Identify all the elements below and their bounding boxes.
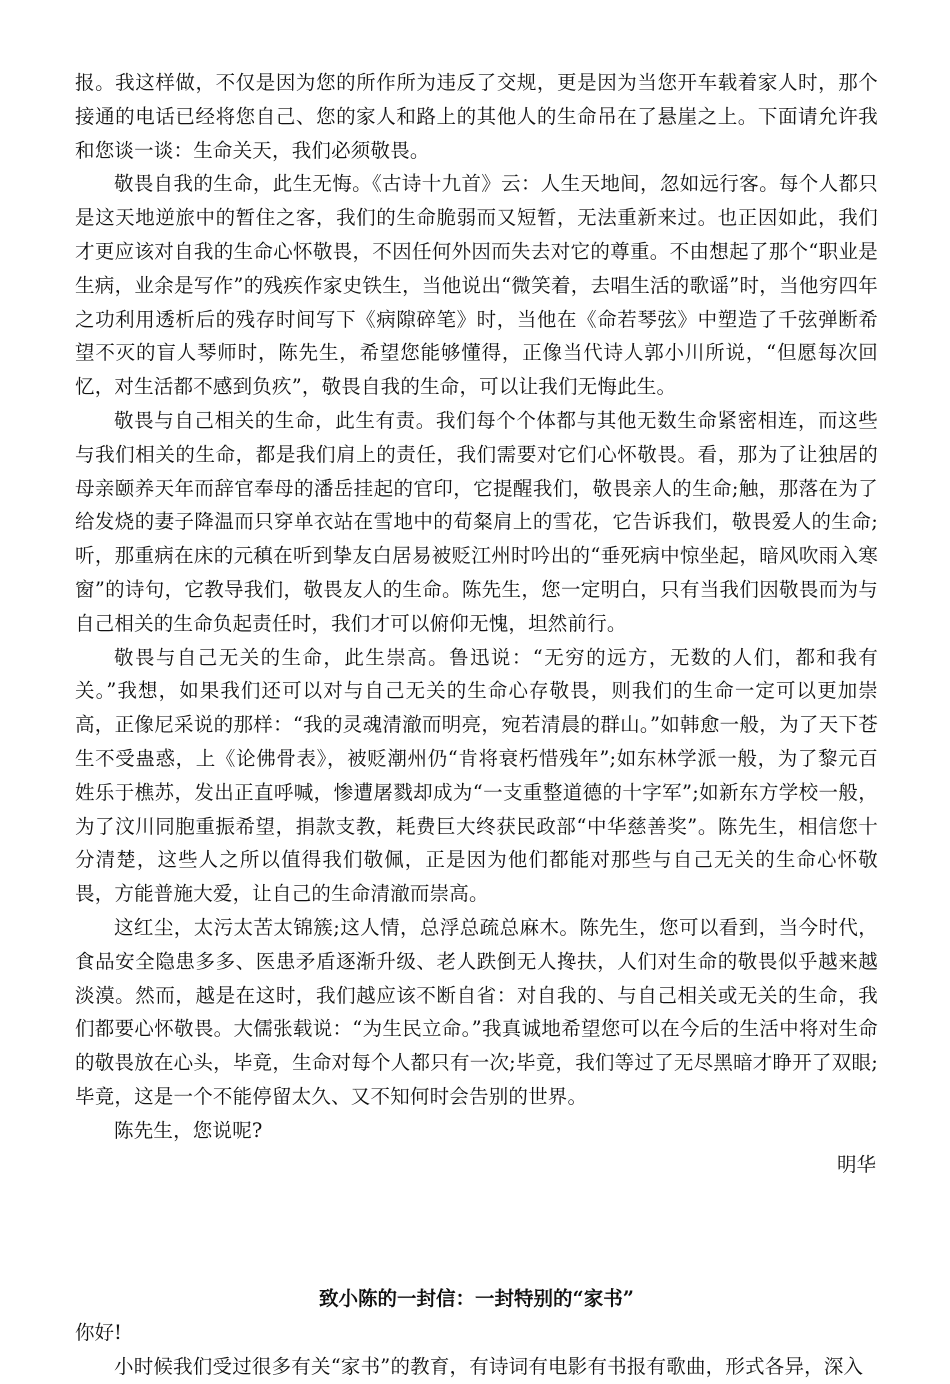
paragraph-related-life: 敬畏与自己相关的生命，此生有责。我们每个个体都与其他无数生命紧密相连，而这些与我们相关的生命，都是我们肩上的责任，我们需要对它们心怀敬畏。看，那为了让独居的母亲颐养天年而辞官奉母的潘岳挂起的官印，它提醒我们，敬畏亲人的生命;触，那落在为了给发烧的妻子降温而只穿单衣站在雪地中的荀粲肩上的雪花，它告诉我们，敬畏爱人的生命;听，那重病在床的元稹在听到挚友白居易被贬江州时吟出的“垂死病中惊坐起，暗风吹雨入寒窗”的诗句，它教导我们，敬畏友人的生命。陈先生，您一定明白，只有当我们因敬畏而为与自己相关的生命负起责任时，我们才可以俯仰无愧，坦然前行。	[75, 408, 878, 635]
letter-greeting: 你好!	[75, 1321, 122, 1345]
letter-title: 致小陈的一封信：一封特别的“家书”	[319, 1287, 634, 1311]
paragraph-self-life: 敬畏自我的生命，此生无悔。《古诗十九首》云：人生天地间，忽如远行客。每个人都只是这天地逆旅中的暂住之客，我们的生命脆弱而又短暂，无法重新来过。也正因如此，我们才更应该对自我的生命心怀敬畏，不因任何外因而失去对它的尊重。不由想起了那个“职业是生病，业余是写作”的残疾作家史铁生，当他说出“微笑着，去唱生活的歌谣”时，当他穷四年之功利用透析后的残存时间写下《病隙碎笔》时，当他在《命若琴弦》中塑造了千弦弹断希望不灭的盲人琴师时，陈先生，希望您能够懂得，正像当代诗人郭小川所说，“但愿每次回忆，对生活都不感到负疚”，敬畏自我的生命，可以让我们无悔此生。	[75, 172, 878, 399]
section-gap	[75, 1181, 878, 1282]
paragraph-continuation: 报。我这样做，不仅是因为您的所作所为违反了交规，更是因为当您开车载着家人时，那个接通的电话已经将您自己、您的家人和路上的其他人的生命吊在了悬崖之上。下面请允许我和您谈一谈：生命关天，我们必须敬畏。	[75, 71, 878, 162]
document-page	[75, 66, 878, 1384]
letter-signature: 明华	[836, 1152, 876, 1176]
paragraph-closing-question: 陈先生，您说呢?	[114, 1118, 263, 1142]
paragraph-unrelated-life: 敬畏与自己无关的生命，此生崇高。鲁迅说：“无穷的远方，无数的人们，都和我有关。”我想，如果我们还可以对与自己无关的生命心存敬畏，则我们的生命一定可以更加崇高，正像尼采说的那样：“我的灵魂清澈而明亮，宛若清晨的群山。”如韩愈一般，为了天下苍生不受蛊惑，上《论佛骨表》，被贬潮州仍“肯将衰朽惜残年”;如东林学派一般，为了黎元百姓乐于樵苏，发出正直呼喊，惨遭屠戮却成为“一支重整道德的十字军”;如新东方学校一般，为了汶川同胞重振希望，捐款支教，耗费巨大终获民政部“中华慈善奖”。陈先生，相信您十分清楚，这些人之所以值得我们敬佩，正是因为他们都能对那些与自己无关的生命心怀敬畏，方能普施大爱，让自己的生命清澈而崇高。	[75, 645, 878, 906]
paragraph-letter-two-opening: 小时候我们受过很多有关“家书”的教育，有诗词有电影有书报有歌曲，形式各异，深入	[114, 1354, 864, 1378]
paragraph-conclusion: 这红尘，太污太苦太锦簇;这人情，总浮总疏总麻木。陈先生，您可以看到，当今时代，食品安全隐患多多、医患矛盾逐渐升级、老人跌倒无人搀扶，人们对生命的敬畏似乎越来越淡漠。然而，越是在这时，我们越应该不断自省：对自我的、与自己相关或无关的生命，我们都要心怀敬畏。大儒张载说：“为生民立命。”我真诚地希望您可以在今后的生活中将对生命的敬畏放在心头，毕竟，生命对每个人都只有一次;毕竟，我们等过了无尽黑暗才睁开了双眼;毕竟，这是一个不能停留太久、又不知何时会告别的世界。	[75, 915, 878, 1108]
